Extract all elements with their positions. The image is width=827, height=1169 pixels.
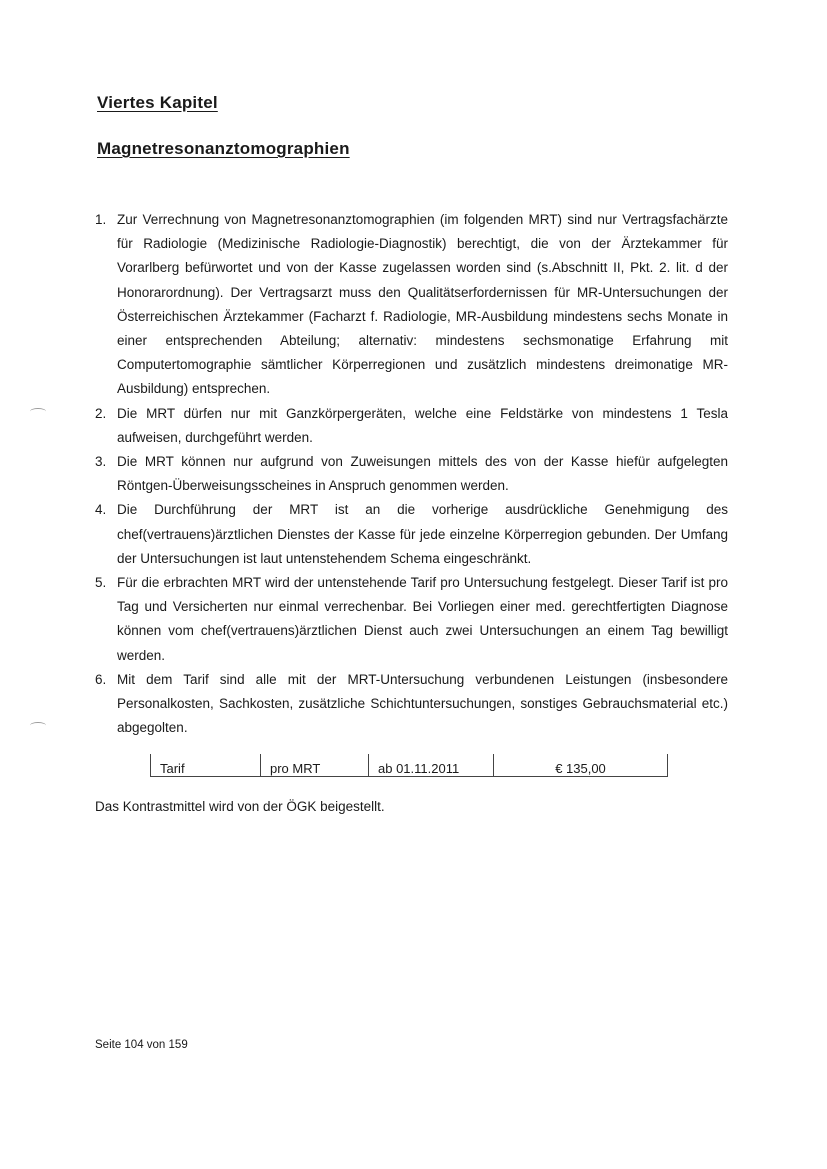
item-number: 5. <box>95 575 107 591</box>
item-text: Die MRT dürfen nur mit Ganzkörpergeräten, welche eine Feldstärke von mindestens 1 Tesla aufweisen, durchgeführt werden. <box>117 405 728 445</box>
chapter-title: Viertes Kapitel <box>97 93 218 112</box>
table-row <box>151 754 668 777</box>
section-title: Magnetresonanztomographien <box>97 139 350 158</box>
tariff-label-cell: Tarif <box>151 754 261 777</box>
contrast-agent-note: Das Kontrastmittel wird von der ÖGK beigestellt. <box>95 799 385 814</box>
item-text: Für die erbrachten MRT wird der untenstehende Tarif pro Untersuchung festgelegt. Dieser Tarif ist pro Tag und Versicherten nur einmal verrechenbar. Bei Vorliegen einer med. gerechtfertigten Diagnose können vom chef(vertrauens)ärztlichen Dienst auch zwei Untersuchungen an einem Tag bewilligt werden. <box>117 575 728 663</box>
item-text: Die Durchführung der MRT ist an die vorherige ausdrückliche Genehmigung des chef(vertrauens)ärztlichen Dienstes der Kasse für jede einzelne Körperregion gebunden. Der Umfang der Untersuchungen ist laut untenstehendem Schema eingeschränkt. <box>117 502 728 566</box>
tariff-table <box>150 754 668 777</box>
item-number: 6. <box>95 671 107 687</box>
list-item <box>95 450 728 498</box>
scan-mark <box>30 722 46 729</box>
provision-list <box>95 208 728 740</box>
item-text: Zur Verrechnung von Magnetresonanztomographien (im folgenden MRT) sind nur Vertragsfachärzte für Radiologie (Medizinische Radiologie-Diagnostik) berechtigt, die von der Ärztekammer für Vorarlberg befürwortet und von der Kasse zugelassen worden sind (s.Abschnitt II, Pkt. 2. lit. d der Honorarordnung). Der Vertragsarzt muss den Qualitätserfordernissen für MR-Untersuchungen der Österreichischen Ärztekammer (Facharzt f. Radiologie, MR-Ausbildung mindestens sechs Monate in einer entsprechenden Abteilung; alternativ: mindestens sechsmonatige Erfahrung mit Computertomographie sämtlicher Körperregionen und zusätzlich mindestens dreimonatige MR-Ausbildung) entsprechen. <box>117 212 728 397</box>
list-item <box>95 571 728 668</box>
tariff-date-cell: ab 01.11.2011 <box>369 754 494 777</box>
list-item <box>95 208 728 402</box>
page-number: Seite 104 von 159 <box>95 1039 188 1051</box>
item-text: Die MRT können nur aufgrund von Zuweisungen mittels des von der Kasse hiefür aufgelegten Röntgen-Überweisungsscheines in Anspruch genommen werden. <box>117 454 728 494</box>
list-item <box>95 498 728 571</box>
item-number: 1. <box>95 212 107 227</box>
tariff-amount-cell: € 135,00 <box>494 754 668 777</box>
list-item <box>95 402 728 450</box>
scan-mark <box>30 408 46 415</box>
list-item <box>95 668 728 741</box>
tariff-unit-cell: pro MRT <box>261 754 369 777</box>
item-number: 4. <box>95 502 107 518</box>
item-number: 2. <box>95 405 107 421</box>
item-number: 3. <box>95 454 107 470</box>
item-text: Mit dem Tarif sind alle mit der MRT-Untersuchung verbundenen Leistungen (insbesondere Personalkosten, Sachkosten, zusätzliche Schichtuntersuchungen, sonstiges Gebrauchsmaterial etc.) abgegolten. <box>117 671 728 736</box>
